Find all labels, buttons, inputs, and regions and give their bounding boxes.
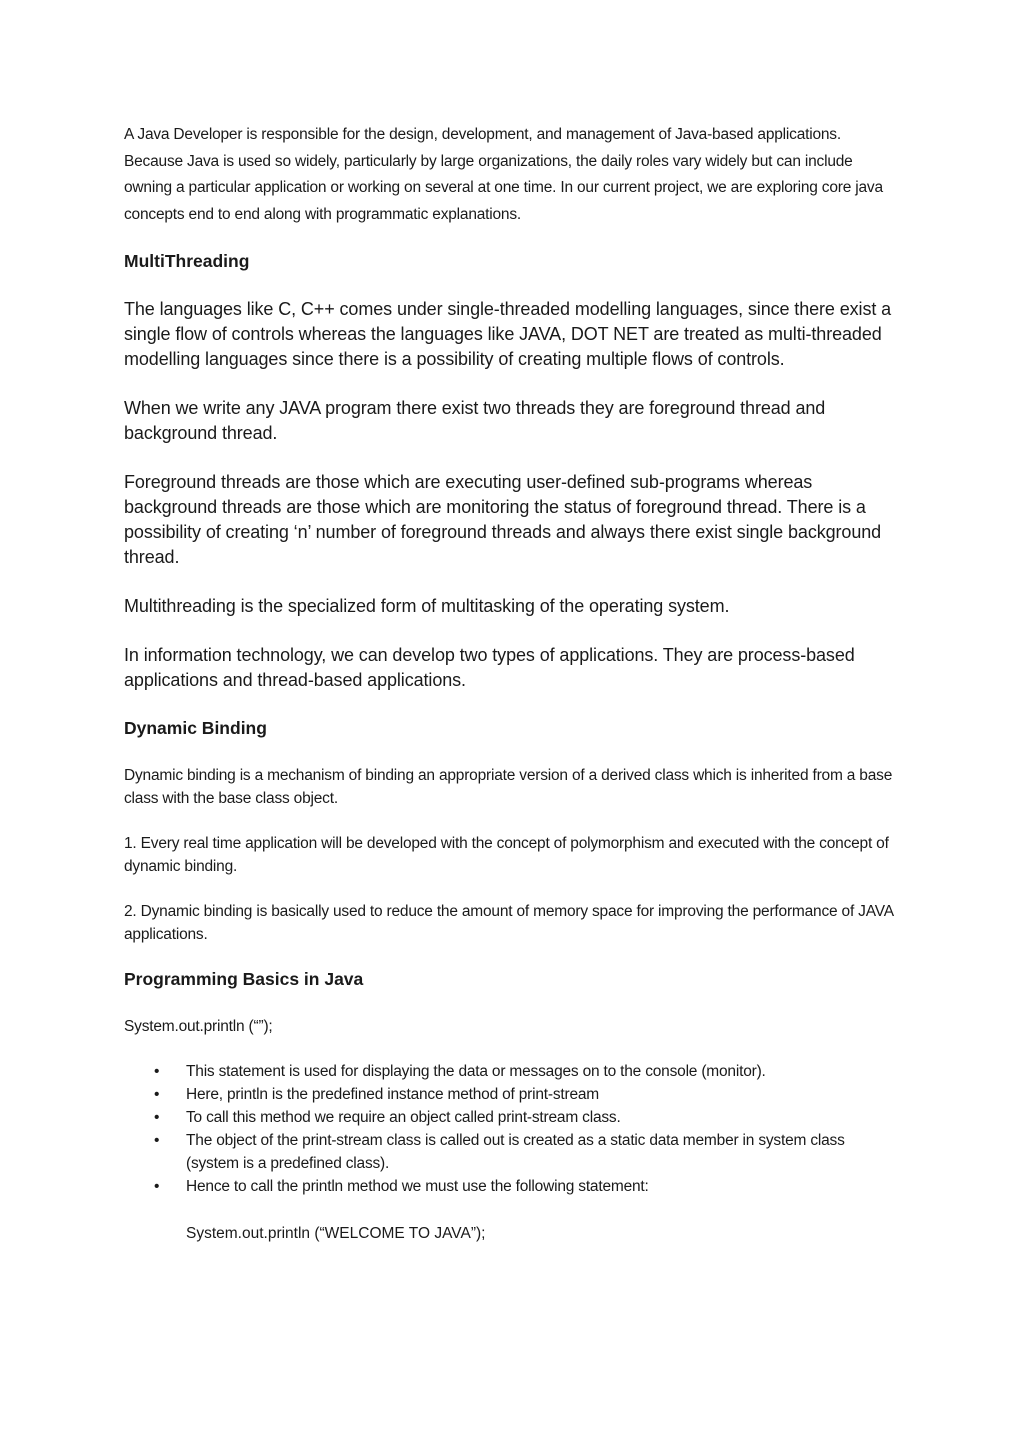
bullet-text: Here, println is the predefined instance method of print-stream <box>186 1086 600 1103</box>
list-item <box>124 1083 894 1106</box>
multithreading-paragraph-2: When we write any JAVA program there exist two threads they are foreground thread and background thread. <box>124 398 826 443</box>
intro-paragraph: A Java Developer is responsible for the design, development, and management of Java-based applications. Because Java is used so widely, particularly by large organizations, the daily roles vary widely but can include owning a particular application or working on several at one time. In our current project, we are exploring core java concepts end to end along with programmatic explanations. <box>124 126 883 223</box>
dynamic-binding-point-2: 2. Dynamic binding is basically used to reduce the amount of memory space for improving the performance of JAVA applications. <box>124 903 893 943</box>
multithreading-paragraph-4: Multithreading is the specialized form of multitasking of the operating system. <box>124 596 730 616</box>
println-statement: System.out.println (“”); <box>124 1018 273 1035</box>
bullet-icon: • <box>154 1132 160 1149</box>
bullet-text: The object of the print-stream class is called out is created as a static data member in system class (system is a predefined class). <box>186 1132 845 1172</box>
bullet-text: To call this method we require an object called print-stream class. <box>186 1109 621 1126</box>
bullet-text: This statement is used for displaying the data or messages on to the console (monitor). <box>186 1063 766 1080</box>
dynamic-binding-heading: Dynamic Binding <box>124 718 267 738</box>
list-item <box>124 1106 894 1129</box>
list-item <box>124 1175 894 1198</box>
bullet-icon: • <box>154 1063 160 1080</box>
println-example: System.out.println (“WELCOME TO JAVA”); <box>186 1225 486 1242</box>
bullet-text: Hence to call the println method we must use the following statement: <box>186 1178 649 1195</box>
document-page <box>124 122 894 1261</box>
multithreading-heading: MultiThreading <box>124 251 250 271</box>
multithreading-paragraph-1: The languages like C, C++ comes under single-threaded modelling languages, since there exist a single flow of controls whereas the languages like JAVA, DOT NET are treated as multi-threaded modelling languages since there is a possibility of creating multiple flows of controls. <box>124 299 892 369</box>
dynamic-binding-paragraph-1: Dynamic binding is a mechanism of binding an appropriate version of a derived class which is inherited from a base class with the base class object. <box>124 767 893 807</box>
println-bullet-list <box>124 1060 894 1198</box>
dynamic-binding-point-1: 1. Every real time application will be developed with the concept of polymorphism and executed with the concept of dynamic binding. <box>124 835 889 875</box>
list-item <box>124 1129 894 1175</box>
bullet-icon: • <box>154 1086 160 1103</box>
multithreading-paragraph-5: In information technology, we can develop two types of applications. They are process-based applications and thread-based applications. <box>124 645 855 690</box>
multithreading-paragraph-3: Foreground threads are those which are executing user-defined sub-programs whereas background threads are those which are monitoring the status of foreground thread. There is a possibility of creating ‘n’ number of foreground threads and always there exist single background thread. <box>124 472 882 567</box>
list-item <box>124 1060 894 1083</box>
programming-basics-heading: Programming Basics in Java <box>124 969 364 989</box>
bullet-icon: • <box>154 1178 160 1195</box>
bullet-icon: • <box>154 1109 160 1126</box>
